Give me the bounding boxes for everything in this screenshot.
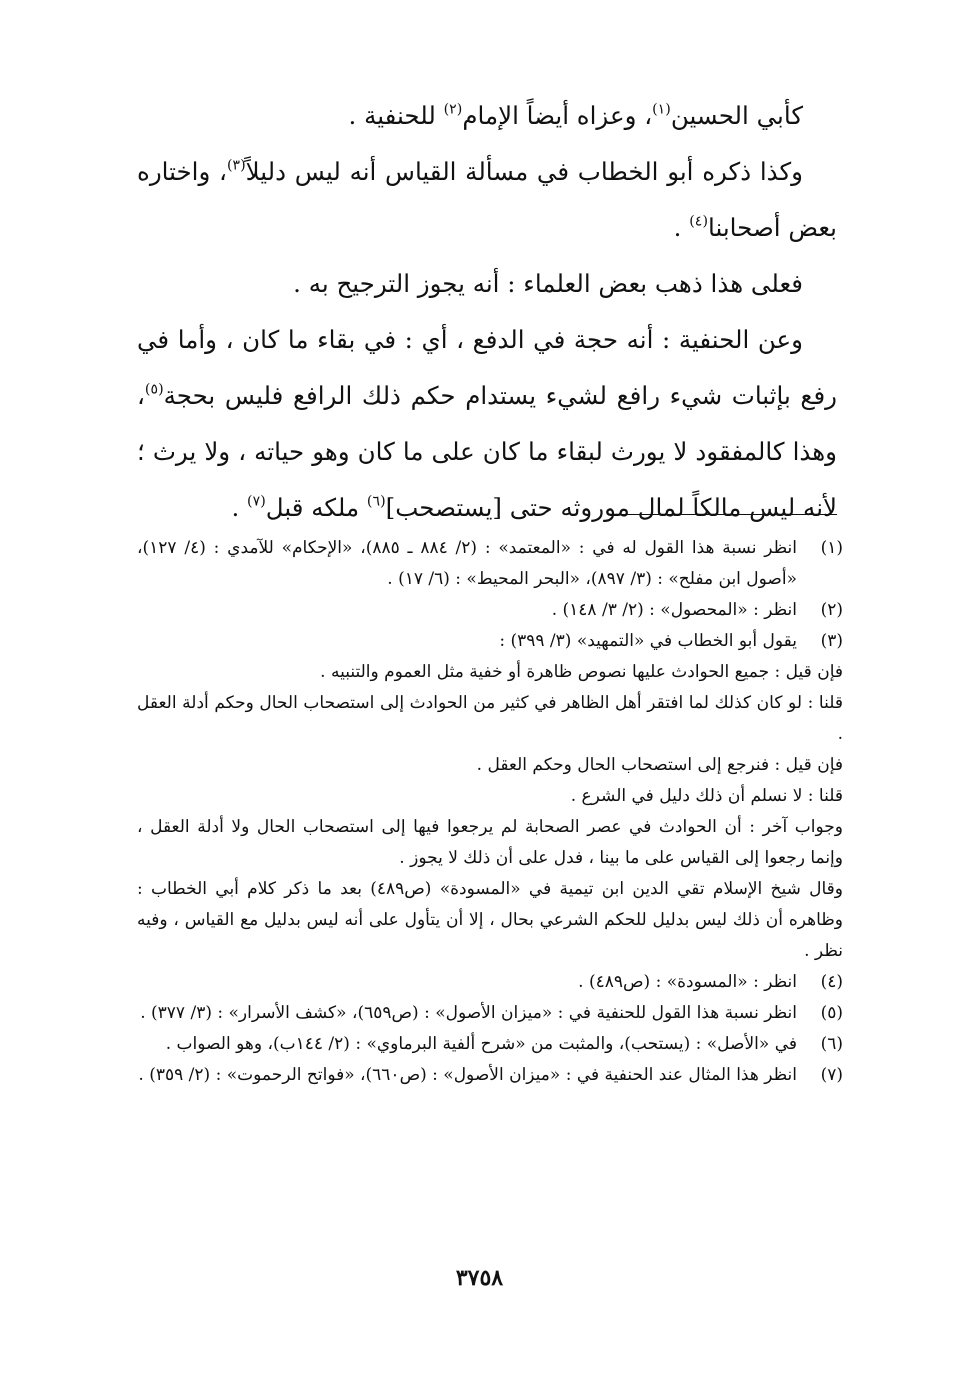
text-run: ملكه قبل — [265, 493, 367, 522]
footnote-number: (٢) — [820, 600, 843, 620]
footnote-number: (٦) — [820, 1034, 843, 1054]
footnote-number: (٧) — [820, 1065, 843, 1085]
text-run: وكذا ذكره أبو الخطاب في مسألة القياس أنه ليس دليلاً — [245, 157, 803, 186]
footnote-text: قلنا : لا نسلم أن ذلك دليل في الشرع . — [570, 786, 843, 806]
footnote-ref: (٢) — [443, 101, 463, 118]
footnote-text: وقال شيخ الإسلام تقي الدين ابن تيمية في «المسودة» (ص٤٨٩) بعد ما ذكر كلام أبي الخطاب : وظاهره أن ذلك ليس بدليل للحكم الشرعي بحال ، إلا أن يتأول على أنه ليس بدليل مع القياس ، وفيه نظر . — [137, 879, 844, 961]
text-run: وعن الحنفية : أنه حجة في الدفع ، أي : في بقاء ما كان ، وأما في رفع بإثبات شيء رافع لشيء يستدام حكم ذلك الرافع فليس بحجة — [137, 325, 837, 410]
footnotes — [137, 533, 843, 1091]
text-run: فعلى هذا ذهب بعض العلماء : أنه يجوز الترجيح به . — [293, 269, 803, 298]
footnote-ref: (٤) — [689, 213, 708, 230]
footnote-number: (٥) — [820, 1003, 843, 1023]
footnote-text: في «الأصل» : (يستحب)، والمثبت من «شرح ألفية البرماوي» : (٢/ ١٤٤ب)، وهو الصواب . — [165, 1034, 797, 1054]
footnote-separator — [621, 514, 837, 515]
footnote-number: (٣) — [820, 631, 843, 651]
text-run: . — [231, 493, 248, 522]
text-run: للحنفية . — [348, 101, 444, 130]
footnote-text: وجواب آخر : أن الحوادث في عصر الصحابة لم يرجعوا فيها إلى استصحاب الحال ولا أدلة العقل ، وإنما رجعوا إلى القياس على ما بينا ، فدل على أن ذلك لا يجوز . — [137, 817, 843, 868]
footnote-ref: (٧) — [247, 493, 266, 510]
footnote-text: قلنا : لو كان كذلك لما افتقر أهل الظاهر في كثير من الحوادث إلى استصحاب الحال وحكم أدلة العقل . — [137, 693, 843, 744]
footnote-text: انظر نسبة هذا القول له في : «المعتمد» : (٢/ ٨٨٤ ـ ٨٨٥)، «الإحكام» للآمدي : (٤/ ١٢٧)، «أصول ابن مفلح» : (٣/ ٨٩٧)، «البحر المحيط» : (٦/ ١٧) . — [137, 538, 798, 589]
footnote — [137, 626, 843, 967]
footnote-text: انظر : «المسودة» : (ص٤٨٩) . — [578, 972, 797, 992]
paragraph — [137, 256, 837, 312]
footnote-ref: (٣) — [226, 157, 246, 174]
footnote-text: انظر هذا المثال عند الحنفية في : «ميزان الأصول» : (ص٦٦٠)، «فواتح الرحموت» : (٢/ ٣٥٩) . — [138, 1065, 797, 1085]
text-run: ، واختاره بعض أصحابنا — [137, 157, 837, 242]
paragraph — [137, 144, 837, 256]
footnote-number: (١) — [820, 538, 843, 558]
footnote-text: انظر : «المحصول» : (٢/ ٣/ ١٤٨) . — [551, 600, 797, 620]
footnote — [137, 967, 843, 998]
footnote — [137, 1029, 843, 1060]
footnote-text: انظر نسبة هذا القول للحنفية في : «ميزان الأصول» : (ص٦٥٩)، «كشف الأسرار» : (٣/ ٣٧٧) . — [140, 1003, 797, 1023]
footnote-ref: (٥) — [144, 381, 164, 398]
text-run: . — [673, 213, 690, 242]
footnote-ref: (٦) — [366, 493, 386, 510]
text-run: كأبي الحسين — [670, 101, 803, 130]
footnote — [137, 998, 843, 1029]
text-run: ، وهذا كالمفقود لا يورث لبقاء ما كان على ما كان وهو حياته ، ولا يرث ؛ لأنه ليس مالكاً لمال موروثه حتى [يستصحب] — [137, 381, 837, 522]
paragraph — [137, 312, 837, 536]
main-text — [137, 88, 837, 536]
footnote — [137, 533, 843, 595]
footnote-text: فإن قيل : فنرجع إلى استصحاب الحال وحكم العقل . — [476, 755, 843, 775]
text-run: ، وعزاه أيضاً الإمام — [462, 101, 653, 130]
footnote-number: (٤) — [820, 972, 843, 992]
paragraph — [137, 88, 837, 144]
page-number: ٣٧٥٨ — [455, 1265, 504, 1291]
footnote-ref: (١) — [652, 101, 671, 118]
footnote — [137, 1060, 843, 1091]
footnote-text: فإن قيل : جميع الحوادث عليها نصوص ظاهرة أو خفية مثل العموم والتنبيه . — [320, 662, 843, 682]
footnote — [137, 595, 843, 626]
footnote-text: يقول أبو الخطاب في «التمهيد» (٣/ ٣٩٩) : — [499, 631, 797, 651]
